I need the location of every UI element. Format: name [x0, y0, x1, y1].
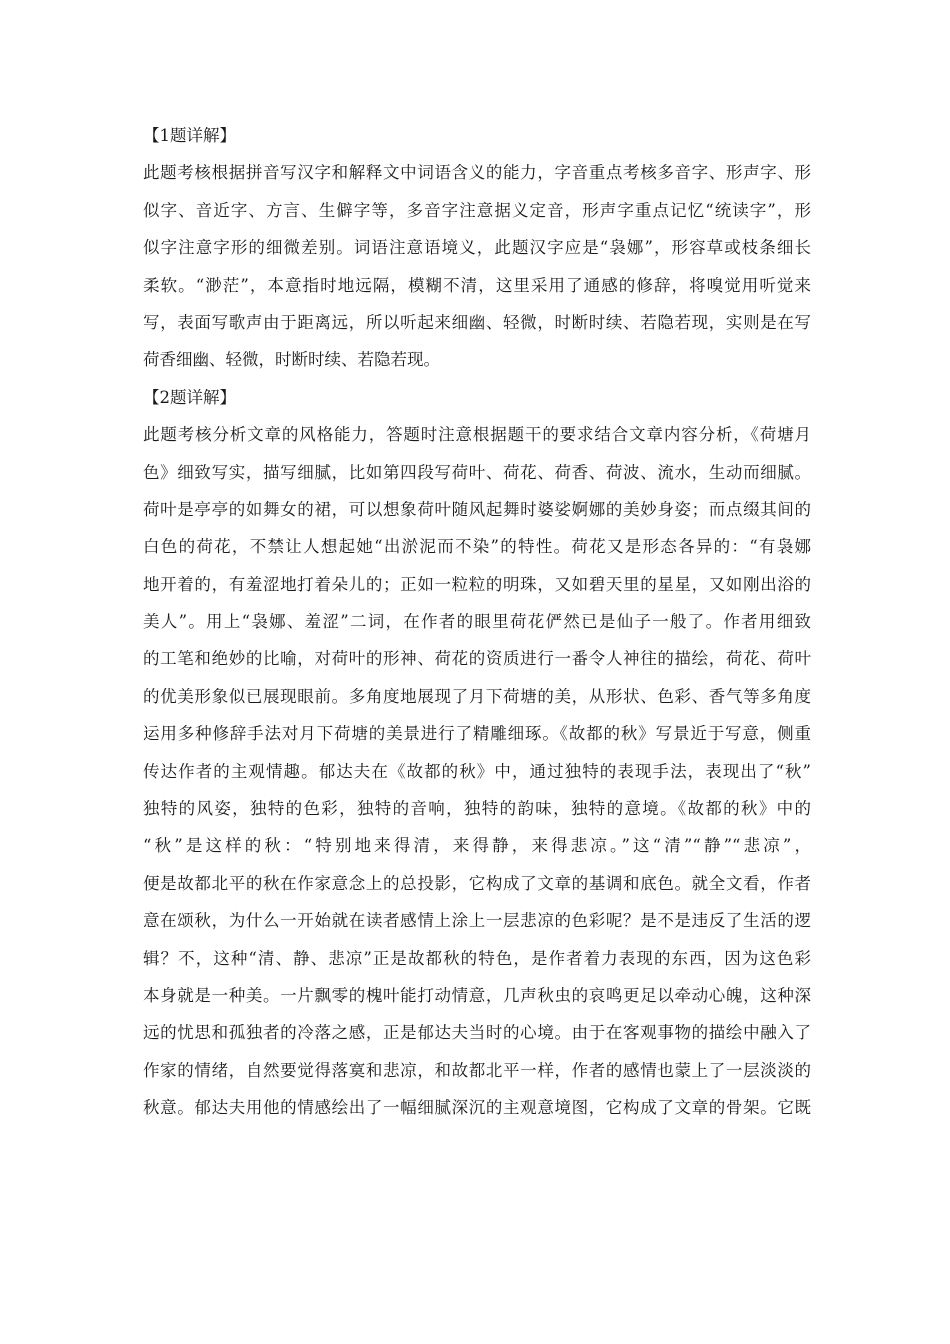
paragraph-line: 写，表面写歌声由于距离远，所以听起来细幽、轻微，时断时续、若隐若现，实则是在写 — [143, 312, 811, 332]
section-heading-1: 【1题详解】 — [143, 126, 236, 145]
paragraph-line: 地开着的，有羞涩地打着朵儿的；正如一粒粒的明珠，又如碧天里的星星，又如刚出浴的 — [143, 574, 811, 594]
paragraph-line: 似字、音近字、方言、生僻字等，多音字注意据义定音，形声字重点记忆“统读字”，形 — [143, 200, 811, 220]
paragraph-line: 的工笔和绝妙的比喻，对荷叶的形神、荷花的资质进行一番令人神往的描绘，荷花、荷叶 — [143, 649, 811, 669]
section-heading-2: 【2题详解】 — [143, 387, 236, 407]
paragraph-line: 运用多种修辞手法对月下荷塘的美景进行了精雕细琢。《故都的秋》写景近于写意，侧重 — [143, 724, 811, 744]
paragraph-line: 本身就是一种美。一片飘零的槐叶能打动情意，几声秋虫的哀鸣更足以牵动心魄，这种深 — [143, 985, 811, 1005]
paragraph-line: 色》细致写实，描写细腻，比如第四段写荷叶、荷花、荷香、荷波、流水，生动而细腻。 — [143, 462, 811, 482]
paragraph-line: 美人”。用上“袅娜、羞涩”二词，在作者的眼里荷花俨然已是仙子一般了。作者用细致 — [143, 612, 811, 632]
paragraph-line: “秋”是这样的秋：“特别地来得清，来得静，来得悲凉。”这“清”“静”“悲凉”， — [143, 836, 811, 856]
paragraph-line: 似字注意字形的细微差别。词语注意语境义，此题汉字应是“袅娜”，形容草或枝条细长 — [143, 238, 811, 258]
paragraph-line: 此题考核分析文章的风格能力，答题时注意根据题干的要求结合文章内容分析，《荷塘月 — [143, 425, 811, 445]
paragraph-line: 白色的荷花，不禁让人想起她“出淤泥而不染”的特性。荷花又是形态各异的：“有袅娜 — [143, 537, 811, 557]
paragraph-line: 辑？不，这种“清、静、悲凉”正是故都秋的特色，是作者着力表现的东西，因为这色彩 — [143, 948, 811, 968]
paragraph-line: 荷香细幽、轻微，时断时续、若隐若现。 — [143, 350, 440, 370]
paragraph-line: 远的忧思和孤独者的冷落之感，正是郁达夫当时的心境。由于在客观事物的描绘中融入了 — [143, 1023, 811, 1043]
section-paragraph-2 — [143, 416, 811, 1126]
paragraph-line: 的优美形象似已展现眼前。多角度地展现了月下荷塘的美，从形状、色彩、香气等多角度 — [143, 686, 811, 706]
paragraph-line: 传达作者的主观情趣。郁达夫在《故都的秋》中，通过独特的表现手法，表现出了“秋” — [143, 761, 811, 781]
paragraph-line: 秋意。郁达夫用他的情感绘出了一幅细腻深沉的主观意境图，它构成了文章的骨架。它既 — [143, 1098, 811, 1118]
paragraph-line: 便是故都北平的秋在作家意念上的总投影，它构成了文章的基调和底色。就全文看，作者 — [143, 873, 811, 893]
document-body — [143, 117, 811, 1127]
paragraph-line: 独特的风姿，独特的色彩，独特的音响，独特的韵味，独特的意境。《故都的秋》中的 — [143, 799, 811, 819]
section-paragraph-1 — [143, 154, 811, 378]
paragraph-line: 此题考核根据拼音写汉字和解释文中词语含义的能力，字音重点考核多音字、形声字、形 — [143, 163, 811, 183]
paragraph-line: 作家的情绪，自然要觉得落寞和悲凉，和故都北平一样，作者的感情也蒙上了一层淡淡的 — [143, 1060, 811, 1080]
paragraph-line: 荷叶是亭亭的如舞女的裙，可以想象荷叶随风起舞时婆娑婀娜的美妙身姿；而点缀其间的 — [143, 499, 811, 519]
paragraph-line: 意在颂秋，为什么一开始就在读者感情上涂上一层悲凉的色彩呢？是不是违反了生活的逻 — [143, 911, 811, 931]
paragraph-line: 柔软。“渺茫”，本意指时地远隔，模糊不清，这里采用了通感的修辞，将嗅觉用听觉来 — [143, 275, 811, 295]
